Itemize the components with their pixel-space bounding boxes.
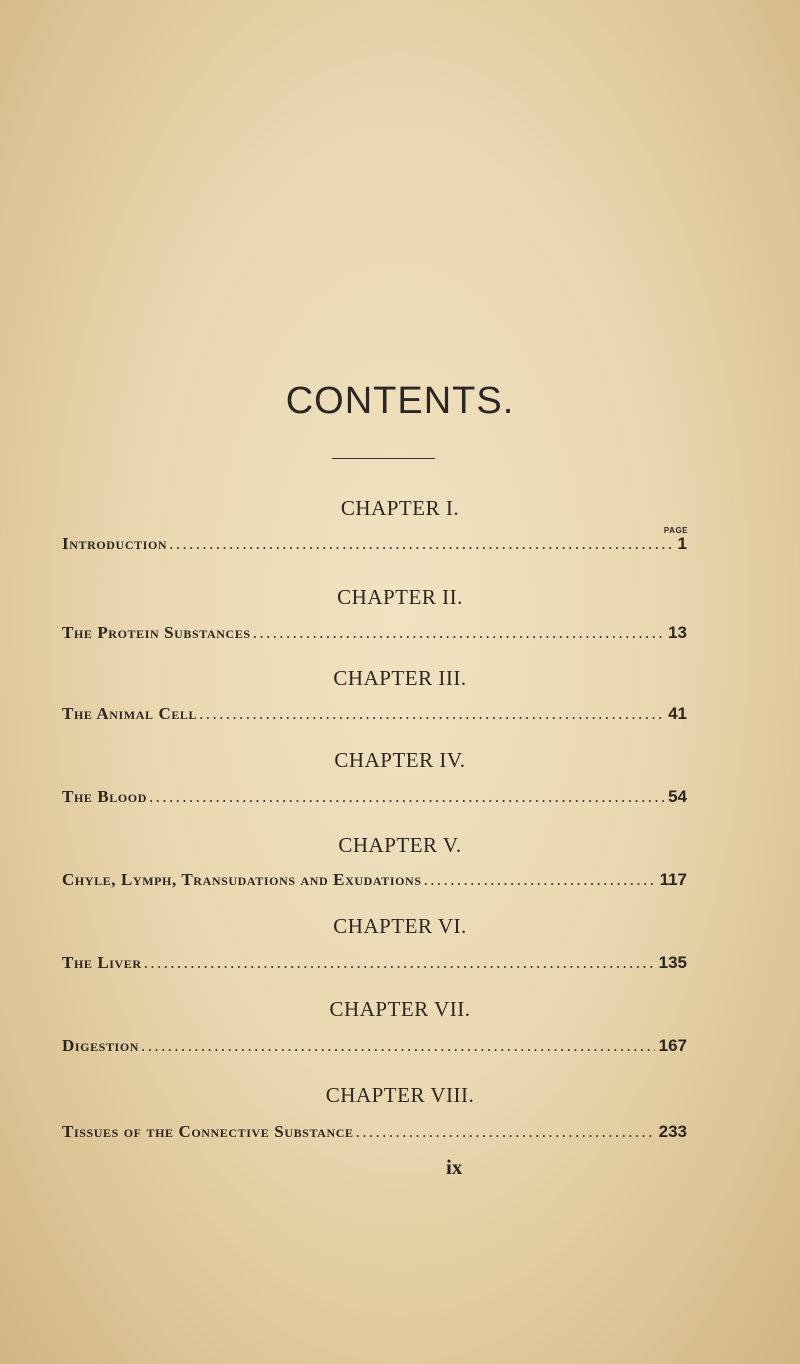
toc-entry[interactable]: [62, 870, 687, 890]
toc-entry[interactable]: [62, 1036, 687, 1056]
toc-entry[interactable]: [62, 534, 687, 554]
toc-entry-title: Introduction: [62, 534, 168, 553]
chapter-heading: CHAPTER VIII.: [325, 1083, 475, 1107]
chapter-heading: CHAPTER I.: [340, 496, 460, 520]
dot-leader: [149, 787, 664, 807]
dot-leader: [141, 1036, 655, 1056]
page-column-label: PAGE: [663, 526, 688, 535]
dot-leader: [253, 623, 664, 643]
toc-entry[interactable]: [62, 623, 687, 643]
toc-entry-title: The Animal Cell: [62, 704, 198, 723]
dot-leader: [356, 1122, 655, 1142]
toc-entry[interactable]: [62, 787, 687, 807]
title-rule: [332, 458, 435, 459]
chapter-heading: CHAPTER II.: [337, 585, 463, 609]
chapter-heading: CHAPTER VI.: [333, 914, 467, 938]
toc-entry-page: 54: [668, 787, 687, 806]
toc-entry-title: Chyle, Lymph, Transudations and Exudations: [62, 870, 422, 889]
page-title: CONTENTS.: [285, 380, 515, 422]
toc-entry-title: Tissues of the Connective Substance: [62, 1122, 354, 1141]
toc-entry-page: 41: [668, 704, 687, 723]
toc-entry-title: The Liver: [62, 953, 142, 972]
toc-entry-page: 233: [658, 1122, 687, 1141]
toc-entry-page: 1: [677, 534, 687, 553]
chapter-heading: CHAPTER VII.: [329, 997, 471, 1021]
toc-entry-page: 117: [659, 870, 687, 889]
toc-entry-page: 135: [658, 953, 687, 972]
dot-leader: [199, 704, 664, 724]
dot-leader: [144, 953, 655, 973]
toc-entry-page: 167: [658, 1036, 687, 1055]
dot-leader: [169, 534, 671, 554]
toc-entry[interactable]: [62, 953, 687, 973]
toc-entry[interactable]: [62, 704, 687, 724]
toc-entry-title: Digestion: [62, 1036, 140, 1055]
chapter-heading: CHAPTER IV.: [334, 748, 466, 772]
chapter-heading: CHAPTER V.: [338, 833, 462, 857]
toc-entry[interactable]: [62, 1122, 687, 1142]
chapter-heading: CHAPTER III.: [333, 666, 467, 690]
toc-entry-title: The Blood: [62, 787, 148, 806]
page-folio: ix: [446, 1155, 463, 1179]
dot-leader: [424, 870, 656, 890]
toc-entry-page: 13: [668, 623, 687, 642]
toc-entry-title: The Protein Substances: [62, 623, 251, 642]
